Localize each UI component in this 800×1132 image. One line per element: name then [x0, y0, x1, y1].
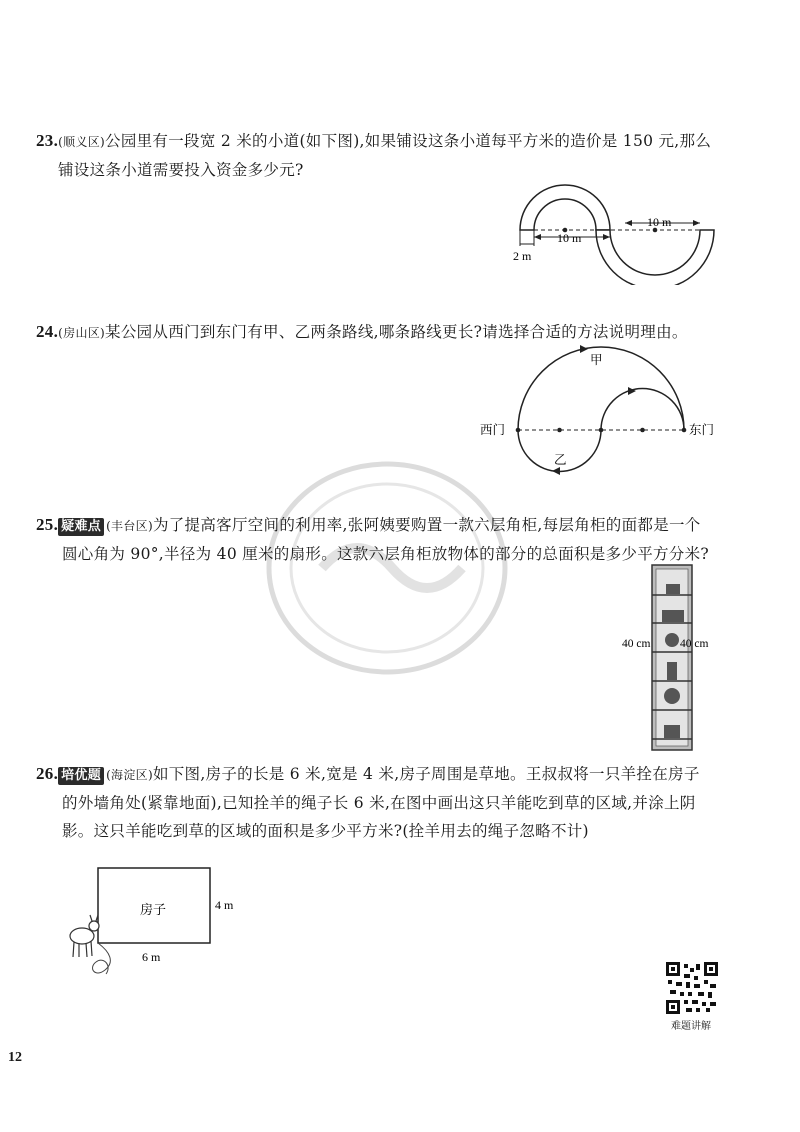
q23-label-left-diameter: 10 m — [557, 231, 582, 245]
center-dot — [640, 428, 645, 433]
difficulty-tag: 培优题 — [58, 767, 104, 785]
region-label: (海淀区) — [106, 768, 153, 782]
west-gate-dot — [516, 428, 521, 433]
region-label: (顺义区) — [58, 135, 106, 149]
question-text: 公园里有一段宽 2 米的小道(如下图),如果铺设这条小道每平方米的造价是 150 元,那么 — [105, 132, 712, 150]
arrow-head — [693, 220, 700, 226]
east-gate-dot — [682, 428, 687, 433]
question-text: 如下图,房子的长是 6 米,宽是 4 米,房子周围是草地。王叔叔将一只羊拴在房子 — [152, 765, 700, 783]
house-length-label: 6 m — [142, 950, 161, 964]
question-text: 某公园从西门到东门有甲、乙两条路线,哪条路线更长?请选择合适的方法说明理由。 — [105, 323, 688, 341]
qr-caption: 难题讲解 — [671, 1021, 711, 1032]
difficulty-tag: 疑难点 — [58, 518, 104, 536]
question-text: 为了提高客厅空间的利用率,张阿姨要购置一款六层角柜,每层角柜的面都是一个 — [152, 516, 701, 534]
question-text: 铺设这条小道需要投入资金多少元? — [58, 161, 304, 179]
route-a-label: 甲 — [590, 353, 603, 367]
route-b-label: 乙 — [554, 453, 567, 467]
question-24 — [36, 318, 776, 347]
east-gate-label: 东门 — [689, 423, 715, 437]
question-number: 25. — [36, 515, 59, 534]
path-upper-arc — [520, 185, 610, 230]
question-number: 23. — [36, 131, 59, 150]
q26-house-figure — [60, 862, 260, 992]
arrow-head — [625, 220, 632, 226]
goat-icon — [70, 915, 99, 957]
west-gate-label: 西门 — [480, 423, 506, 437]
q23-label-width: 2 m — [513, 249, 532, 263]
rope — [93, 943, 111, 974]
question-text: 的外墙角处(紧靠地面),已知拴羊的绳子长 6 米,在图中画出这只羊能吃到草的区域,并涂上阴 — [62, 794, 696, 812]
arrow-head — [534, 234, 541, 240]
question-number: 24. — [36, 322, 59, 341]
region-label: (房山区) — [58, 326, 106, 340]
q25-label-left: 40 cm — [622, 638, 651, 650]
q24-route-figure — [480, 345, 720, 475]
region-label: (丰台区) — [106, 519, 153, 533]
arrow-head — [580, 345, 588, 353]
house-label: 房子 — [140, 902, 167, 917]
center-dot — [557, 428, 562, 433]
route-a-inner — [601, 389, 684, 430]
arrow-head — [628, 387, 636, 395]
question-number: 26. — [36, 764, 59, 783]
path-lower-arc — [596, 230, 714, 285]
page-number: 12 — [8, 1050, 22, 1065]
q23-path-figure — [505, 170, 725, 285]
question-text: 影。这只羊能吃到草的区域的面积是多少平方米?(拴羊用去的绳子忽略不计) — [62, 822, 589, 840]
house-width-label: 4 m — [215, 898, 234, 912]
q23-label-right-diameter: 10 m — [647, 215, 672, 229]
center-dot — [599, 428, 604, 433]
qr-code[interactable] — [666, 962, 718, 1014]
arrow-head — [552, 467, 560, 475]
q25-label-right: 40 cm — [680, 638, 709, 650]
question-text: 圆心角为 90°,半径为 40 厘米的扇形。这款六层角柜放物体的部分的总面积是多少平方分米? — [62, 545, 710, 563]
question-26 — [36, 760, 776, 845]
watermark-seal — [262, 458, 512, 678]
q25-corner-cabinet — [622, 560, 732, 755]
